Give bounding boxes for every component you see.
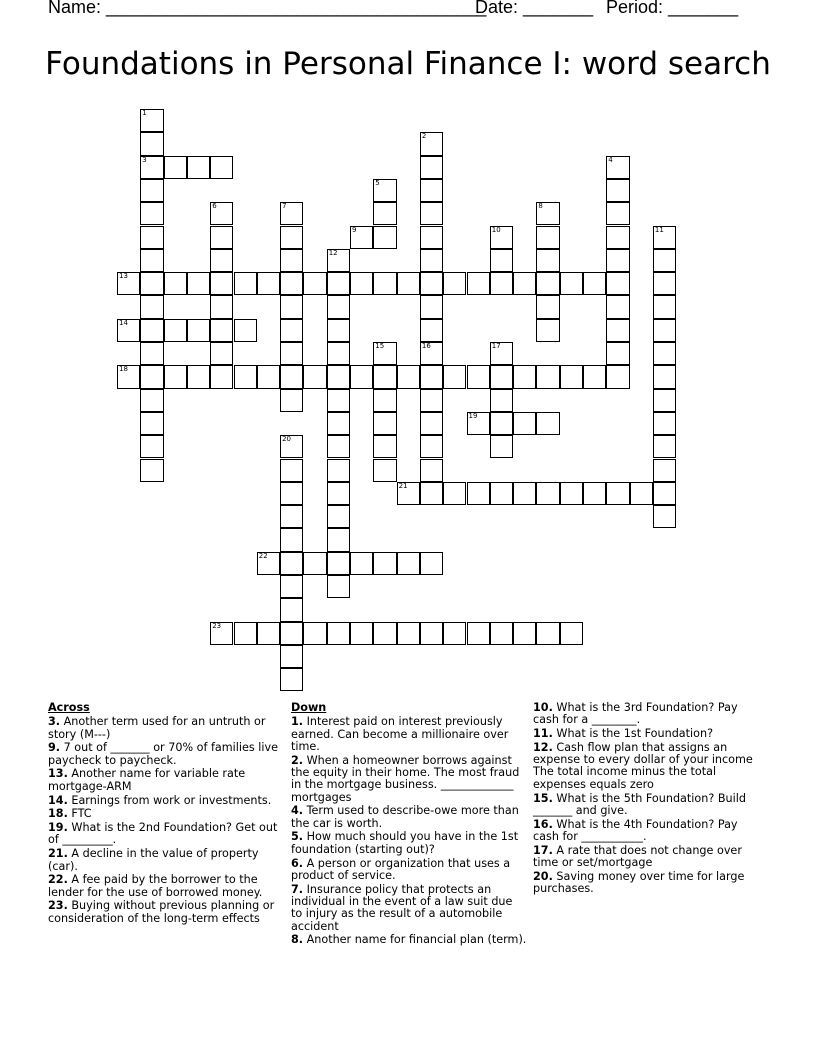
clue-number: 7. [291,882,304,896]
clue-text: 7 out of _______ or 70% of families live paycheck to paycheck. [48,741,278,767]
grid-cell[interactable] [653,482,676,505]
grid-cell[interactable] [373,622,396,645]
cell-number: 21 [398,481,408,490]
grid-cell[interactable] [420,482,443,505]
grid-cell[interactable] [490,365,513,388]
clue-text: What is the 3rd Foundation? Pay cash for a ________. [533,701,738,727]
clue-text: Buying without previous planning or consideration of the long-term effects [48,899,275,925]
across-clues [48,702,280,927]
grid-cell[interactable] [536,319,559,342]
grid-cell[interactable] [327,272,350,295]
grid-cell[interactable] [327,319,350,342]
grid-cell[interactable] [327,482,350,505]
grid-cell[interactable] [420,272,443,295]
clue-item [48,768,280,793]
grid-cell[interactable] [327,435,350,458]
clue-item [291,831,527,856]
grid-cell[interactable] [140,249,163,272]
clue-number: 13. [48,767,68,781]
clue-number: 10. [533,701,553,714]
clue-number: 8. [291,933,304,947]
grid-cell[interactable] [420,435,443,458]
cell-number: 6 [212,202,217,211]
clue-text: What is the 4th Foundation? Pay cash for ___________. [533,817,738,843]
grid-cell[interactable] [327,622,350,645]
grid-cell[interactable] [420,319,443,342]
clue-number: 23. [48,899,68,913]
grid-cell[interactable] [490,342,513,365]
clue-item [48,795,280,807]
cell-number: 3 [142,155,147,164]
grid-cell[interactable] [653,365,676,388]
grid-cell[interactable] [140,435,163,458]
grid-cell[interactable] [280,389,303,412]
grid-cell[interactable] [327,295,350,318]
cell-number: 2 [421,132,427,141]
grid-cell[interactable] [117,272,140,295]
clue-number: 15. [533,791,553,805]
grid-cell[interactable] [536,202,559,225]
grid-cell[interactable] [536,295,559,318]
grid-cell[interactable] [443,482,466,505]
clue-item [48,716,280,741]
grid-cell[interactable] [467,412,490,435]
grid-cell[interactable] [327,365,350,388]
grid-cell[interactable] [140,365,163,388]
grid-cell[interactable] [653,295,676,318]
grid-cell[interactable] [536,226,559,249]
clue-item [48,742,280,767]
grid-cell[interactable] [630,482,653,505]
down-clue-list [291,716,527,946]
grid-cell[interactable] [327,505,350,528]
down-heading: Down [291,701,327,714]
clue-text: What is the 1st Foundation? [552,727,714,741]
clue-number: 19. [48,821,68,835]
grid-cell[interactable] [140,389,163,412]
grid-cell[interactable] [653,435,676,458]
cell-number: 5 [375,178,380,187]
clue-text: A fee paid by the borrower to the lender for the use of borrowed money. [48,873,263,899]
grid-cell[interactable] [257,272,280,295]
cell-number: 19 [468,411,478,420]
clue-item [533,793,765,818]
cell-number: 8 [538,202,543,211]
clue-number: 9. [48,741,61,755]
grid-cell[interactable] [350,552,373,575]
grid-cell[interactable] [140,132,163,155]
clue-text: When a homeowner borrows against the equity in their home. The most fraud in the mortgage business. _____________ mortgages [291,753,520,804]
grid-cell[interactable] [280,598,303,621]
clue-text: Another term used for an untruth or story (M---) [48,715,266,741]
grid-cell[interactable] [653,342,676,365]
grid-cell[interactable] [280,202,303,225]
grid-cell[interactable] [234,272,257,295]
clue-item [533,728,765,740]
grid-cell[interactable] [140,295,163,318]
grid-cell[interactable] [490,389,513,412]
grid-cell[interactable] [140,202,163,225]
grid-cell[interactable] [187,319,210,342]
grid-cell[interactable] [280,459,303,482]
grid-cell[interactable] [187,156,210,179]
across-heading: Across [48,701,90,714]
grid-cell[interactable] [583,365,606,388]
clue-number: 1. [291,715,304,729]
grid-cell[interactable] [373,412,396,435]
grid-cell[interactable] [117,365,140,388]
grid-cell[interactable] [280,295,303,318]
grid-cell[interactable] [327,552,350,575]
grid-cell[interactable] [513,622,536,645]
grid-cell[interactable] [117,319,140,342]
grid-cell[interactable] [280,668,303,691]
grid-cell[interactable] [373,459,396,482]
grid-cell[interactable] [490,622,513,645]
grid-cell[interactable] [164,365,187,388]
grid-cell[interactable] [397,272,420,295]
grid-cell[interactable] [420,226,443,249]
grid-cell[interactable] [164,319,187,342]
grid-cell[interactable] [303,272,326,295]
grid-cell[interactable] [583,482,606,505]
grid-cell[interactable] [443,622,466,645]
grid-cell[interactable] [210,319,233,342]
grid-cell[interactable] [443,272,466,295]
grid-cell[interactable] [257,365,280,388]
clue-text: What is the 2nd Foundation? Get out of _________. [48,821,278,847]
grid-cell[interactable] [187,365,210,388]
grid-cell[interactable] [397,482,420,505]
clue-text: Insurance policy that protects an individual in the event of a law suit due to injury as the result of a automobile accident [291,882,513,933]
period-field[interactable]: Period: _______ [606,0,739,17]
clue-number: 2. [291,753,304,767]
grid-cell[interactable] [467,482,490,505]
cell-number: 12 [328,248,338,257]
grid-cell[interactable] [210,272,233,295]
clue-item [48,808,280,820]
grid-cell[interactable] [653,249,676,272]
grid-cell[interactable] [210,156,233,179]
clue-number: 21. [48,847,68,861]
grid-cell[interactable] [257,552,280,575]
grid-cell[interactable] [560,272,583,295]
clue-text: How much should you have in the 1st foundation (starting out)? [291,830,519,856]
grid-cell[interactable] [606,156,629,179]
grid-cell[interactable] [210,365,233,388]
grid-cell[interactable] [327,389,350,412]
clue-item [533,871,765,896]
grid-cell[interactable] [536,412,559,435]
grid-cell[interactable] [280,528,303,551]
grid-cell[interactable] [513,482,536,505]
grid-cell[interactable] [420,459,443,482]
grid-cell[interactable] [653,319,676,342]
grid-cell[interactable] [280,482,303,505]
across-clue-list [48,716,280,925]
grid-cell[interactable] [606,272,629,295]
clue-text: A decline in the value of property (car). [48,847,259,873]
cell-number: 7 [282,202,287,211]
cell-number: 17 [491,342,501,350]
grid-cell[interactable] [420,179,443,202]
grid-cell[interactable] [140,272,163,295]
grid-cell[interactable] [280,622,303,645]
grid-cell[interactable] [490,226,513,249]
grid-cell[interactable] [397,622,420,645]
grid-cell[interactable] [420,342,443,365]
cell-number: 11 [654,225,664,234]
grid-cell[interactable] [606,482,629,505]
grid-cell[interactable] [373,272,396,295]
clue-text: A person or organization that uses a product of service. [291,856,511,882]
grid-cell[interactable] [536,622,559,645]
grid-cell[interactable] [373,226,396,249]
grid-cell[interactable] [373,342,396,365]
grid-cell[interactable] [140,319,163,342]
cell-number: 23 [212,621,222,630]
grid-cell[interactable] [536,482,559,505]
clue-number: 20. [533,869,553,883]
clue-text: FTC [67,807,92,821]
grid-cell[interactable] [443,365,466,388]
clue-text: Another name for financial plan (term). [303,933,527,947]
grid-cell[interactable] [467,272,490,295]
clue-number: 17. [533,843,553,857]
clue-text: Another name for variable rate mortgage-ARM [48,767,246,793]
grid-cell[interactable] [606,342,629,365]
grid-cell[interactable] [420,552,443,575]
grid-cell[interactable] [606,179,629,202]
cell-number: 10 [491,225,501,234]
grid-cell[interactable] [164,156,187,179]
page-title: Foundations in Personal Finance I: word search [45,46,771,82]
clue-text: Interest paid on interest previously earned. Can become a millionaire over time. [291,715,509,753]
grid-cell[interactable] [210,622,233,645]
grid-cell[interactable] [606,202,629,225]
grid-cell[interactable] [327,342,350,365]
grid-cell[interactable] [140,412,163,435]
grid-cell[interactable] [606,319,629,342]
grid-cell[interactable] [257,622,280,645]
grid-cell[interactable] [397,365,420,388]
grid-cell[interactable] [303,365,326,388]
clue-number: 11. [533,727,553,741]
clue-item [533,702,765,727]
grid-cell[interactable] [490,435,513,458]
grid-cell[interactable] [420,389,443,412]
grid-cell[interactable] [280,342,303,365]
cell-number: 1 [142,109,147,117]
grid-cell[interactable] [606,365,629,388]
cell-number: 15 [375,342,385,350]
clue-number: 14. [48,793,68,807]
clue-text: Cash flow plan that assigns an expense to every dollar of your income The total income minus the total expenses equals zero [533,740,753,791]
date-field[interactable]: Date: _______ [475,0,594,17]
clue-number: 3. [48,715,61,729]
grid-cell[interactable] [210,249,233,272]
grid-cell[interactable] [606,249,629,272]
grid-cell[interactable] [560,482,583,505]
clue-number: 5. [291,830,304,844]
clue-number: 22. [48,873,68,887]
down-clues-continued [533,702,765,897]
grid-cell[interactable] [536,272,559,295]
grid-cell[interactable] [653,389,676,412]
grid-cell[interactable] [210,226,233,249]
grid-cell[interactable] [420,156,443,179]
grid-cell[interactable] [280,575,303,598]
grid-cell[interactable] [490,482,513,505]
grid-cell[interactable] [280,552,303,575]
grid-cell[interactable] [350,622,373,645]
grid-cell[interactable] [280,319,303,342]
grid-cell[interactable] [327,528,350,551]
grid-cell[interactable] [280,249,303,272]
grid-cell[interactable] [210,295,233,318]
grid-cell[interactable] [467,622,490,645]
grid-cell[interactable] [373,179,396,202]
name-field[interactable]: Name: ______________________________________ [48,0,487,17]
grid-cell[interactable] [653,412,676,435]
grid-cell[interactable] [373,552,396,575]
grid-cell[interactable] [653,459,676,482]
clue-item [291,858,527,883]
clue-number: 12. [533,740,553,754]
grid-cell[interactable] [606,295,629,318]
grid-cell[interactable] [350,272,373,295]
down-clues [291,702,527,948]
grid-cell[interactable] [140,342,163,365]
grid-cell[interactable] [210,342,233,365]
grid-cell[interactable] [140,156,163,179]
grid-cell[interactable] [280,226,303,249]
cell-number: 14 [119,318,128,327]
grid-cell[interactable] [234,365,257,388]
grid-cell[interactable] [420,295,443,318]
cell-number: 4 [608,155,613,164]
grid-cell[interactable] [210,202,233,225]
grid-cell[interactable] [140,179,163,202]
grid-cell[interactable] [140,226,163,249]
grid-cell[interactable] [280,505,303,528]
grid-cell[interactable] [350,226,373,249]
grid-cell[interactable] [350,365,373,388]
grid-cell[interactable] [187,272,210,295]
clue-text: A rate that does not change over time or set/mortgage [533,843,742,870]
grid-cell[interactable] [280,645,303,668]
grid-cell[interactable] [234,622,257,645]
cell-number: 18 [119,365,128,374]
clue-text: What is the 5th Foundation? Build _______ and give. [533,791,746,817]
clue-text: Earnings from work or investments. [67,793,272,807]
grid-cell[interactable] [280,435,303,458]
clue-number: 16. [533,817,553,831]
clue-item [533,742,765,791]
grid-cell[interactable] [373,435,396,458]
clue-text: Saving money over time for large purchases. [533,869,745,896]
grid-cell[interactable] [560,365,583,388]
grid-cell[interactable] [490,272,513,295]
clue-item [291,716,527,753]
clue-item [533,819,765,844]
grid-cell[interactable] [420,249,443,272]
clue-text: Term used to describe-owe more than the car is worth. [291,804,519,830]
grid-cell[interactable] [327,412,350,435]
clue-item [48,874,280,899]
cell-number: 20 [282,435,292,444]
grid-cell[interactable] [327,249,350,272]
grid-cell[interactable] [653,272,676,295]
grid-cell[interactable] [327,459,350,482]
grid-cell[interactable] [653,226,676,249]
grid-cell[interactable] [303,552,326,575]
grid-cell[interactable] [536,365,559,388]
clue-item [48,822,280,847]
grid-cell[interactable] [373,365,396,388]
grid-cell[interactable] [373,202,396,225]
cell-number: 9 [352,225,357,234]
grid-cell[interactable] [513,272,536,295]
grid-cell[interactable] [513,412,536,435]
cell-number: 13 [119,272,128,281]
grid-cell[interactable] [397,552,420,575]
grid-cell[interactable] [280,272,303,295]
grid-cell[interactable] [420,412,443,435]
clue-item [533,845,765,870]
grid-cell[interactable] [140,459,163,482]
clue-number: 18. [48,807,68,821]
down-clue-list-continued [533,702,765,895]
grid-cell[interactable] [164,272,187,295]
clue-item [48,848,280,873]
grid-cell[interactable] [280,365,303,388]
clue-item [48,900,280,925]
grid-cell[interactable] [467,365,490,388]
clue-number: 4. [291,804,304,818]
grid-cell[interactable] [490,249,513,272]
clue-number: 6. [291,856,304,870]
grid-cell[interactable] [420,202,443,225]
clue-item [291,805,527,830]
cell-number: 22 [258,551,268,560]
grid-cell[interactable] [420,622,443,645]
grid-cell[interactable] [606,226,629,249]
clue-item [291,755,527,804]
grid-cell[interactable] [420,132,443,155]
grid-cell[interactable] [234,319,257,342]
grid-cell[interactable] [583,272,606,295]
grid-cell[interactable] [560,622,583,645]
grid-cell[interactable] [327,575,350,598]
clue-item [291,884,527,933]
grid-cell[interactable] [653,505,676,528]
clue-item [291,934,527,946]
cell-number: 16 [421,342,431,350]
grid-cell[interactable] [373,389,396,412]
grid-cell[interactable] [303,622,326,645]
grid-cell[interactable] [140,109,163,132]
grid-cell[interactable] [513,365,536,388]
grid-cell[interactable] [536,249,559,272]
grid-cell[interactable] [490,412,513,435]
grid-cell[interactable] [420,365,443,388]
